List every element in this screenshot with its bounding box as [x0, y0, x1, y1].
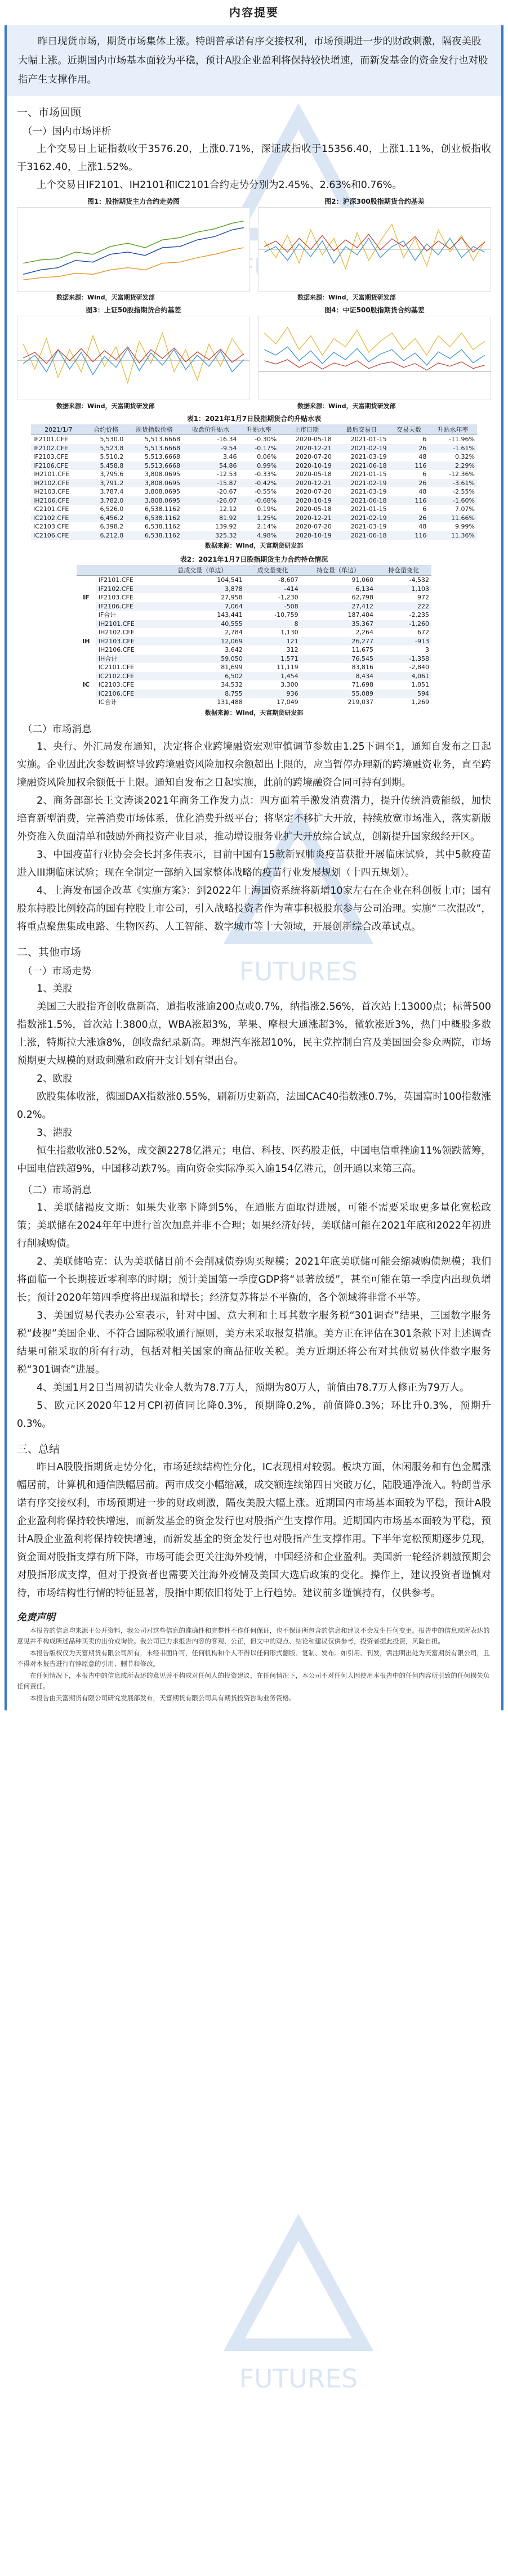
table-cell: 6,212.8: [86, 531, 126, 540]
table-row: [77, 611, 431, 620]
table-cell: 222: [376, 602, 431, 611]
table-header: 升贴水年率: [429, 424, 477, 435]
table-row: [31, 496, 477, 505]
news-item: 1、美联储褐皮文斯：如果失业率下降到5%，在通胀方面取得进展，可能不需要采取更多量化宽松政策；美联储在2024年年中进行首次加息并非不合理；如果经济好转，美联储可能在2021年底和2022年初进行削减购债。: [17, 1202, 491, 1249]
table-cell: 936: [245, 689, 301, 698]
table-cell: 8,434: [301, 672, 376, 681]
table-row: [31, 514, 477, 523]
eu-text: 欧股集体收涨，德国DAX指数涨0.55%，刷新历史新高，法国CAC40指数涨0.7%，英国富时100指数涨0.2%。: [17, 1091, 491, 1121]
table-cell: 2021-01-15: [350, 436, 387, 443]
table-cell: 2021-01-15: [350, 471, 387, 478]
table1-title: 表1：2021年1月7日股指期货合约升贴水表: [186, 415, 322, 423]
table-cell: 2.29%: [429, 462, 477, 471]
table-cell: 143,441: [217, 611, 243, 619]
table-cell: 6,538.1162: [145, 505, 180, 513]
index-close-text: 上个交易日上证指数收于3576.20，上涨0.71%，深证成指收于15356.40，上涨1.11%，创业板指收于3162.40，上涨1.52%。: [17, 144, 491, 173]
table-cell: IC2102.CFE: [96, 672, 160, 681]
disclaimer-para: 在任何情况下，本报告中的信息或所表述的意见并不构成对任何人的投资建议，在任何情况下，本公司不对任何人因使用本报告中的任何内容所引致的任何损失负任何责任。: [17, 1671, 490, 1690]
table-cell: -508: [245, 602, 301, 611]
table-cell: -0.30%: [255, 436, 277, 443]
table-cell: 0.06%: [257, 453, 277, 460]
table-cell: 672: [417, 629, 429, 636]
company-watermark-logo: [191, 2195, 405, 2409]
news-item: 4、上海发布国企改革《实施方案》：到2022年上海国资系统将新增10家左右在企业在科创板上市；国有股东持股比例较高的国有控股上市公司，引入战略投资者作为董事积极股东参与公司治理。实施“二次混改”，将重点聚焦集成电路、生物医药、人工智能、数字城市等十大领域，开展创新综合改革试点。: [17, 885, 491, 933]
section-title-summary: 三、总结: [17, 1442, 60, 1455]
table-row: [77, 576, 431, 585]
table-cell: 6,134: [301, 585, 376, 594]
table-cell: IH2103.CFE: [96, 637, 160, 646]
chart-1: [17, 196, 250, 302]
table-header: 合约价格: [86, 424, 126, 435]
table-cell: -0.68%: [239, 496, 279, 505]
chart-3: [17, 305, 250, 410]
subsection-news-2: （二）市场消息: [23, 1184, 92, 1196]
table-cell: 62,798: [351, 594, 374, 601]
table-cell: -0.55%: [255, 488, 277, 495]
table-header: [96, 565, 160, 576]
table-cell: 5,530.0: [100, 436, 124, 443]
table-cell: -4,532: [409, 576, 429, 584]
table-cell: 17,049: [277, 698, 298, 706]
table-cell: -11.96%: [449, 436, 475, 443]
table-cell: 8,755: [160, 689, 245, 698]
chart-source: 数据来源：Wind，天富期货研发部: [297, 294, 396, 301]
table-cell: -1,230: [278, 594, 298, 601]
table-cell: IH2102.CFE: [98, 629, 135, 636]
disclaimer: [7, 1602, 501, 1710]
summary-text: 昨日A股股指期货走势分化，市场延续结构性分化，IC表现相对较弱。板块方面，休闲服务和有色金属涨幅居前，计算机和通信跌幅居前。两市成交小幅缩减，成交额连续第四日突破万亿，陆股通净流入。特朗普承诺有序交接权利，市场预期进一步的财政刺激，隔夜美股大幅上涨。近期国内市场基本面较为平稳，预计A股企业盈利将保持较快增速，而新发基金的资金发行也对股指产生支撑作用。近期国内市场基本面较为平稳，预计A股企业盈利将保持较快增速，而新发基金的资金发行也对股指产生支撑作用。下半年宽松预期逐步兑现，资金面对股指支撑有所下降，市场可能会更关注海外疫情，中国经济和企业盈利。美国新一轮经济刺激预期会对股指形成支撑，但对于投资者也需要关注海外疫情及美国大选后政策的变化。操作上，建议投资者谨慎对待，市场结构性行情的特征显著，股指中期依旧将处于上行趋势。建议前多谨慎持有，仅供参考。: [17, 1461, 491, 1599]
table-cell: IH合计: [96, 655, 160, 664]
table-cell: 7,064: [160, 602, 245, 611]
news-item: 2、美联储哈克：认为美联储目前不会削减债券购买规模；2021年底美联储可能会缩减购债规模；我们将面临一个长期接近零利率的时期；预计美国第一季度GDP将“显著放缓”，甚至可能在第一季度内出现负增长；预计2020年第四季度将出现温和增长；经济复苏将是不平衡的，各个领域将非常不平等。: [17, 1256, 491, 1303]
table-cell: 0.99%: [239, 462, 279, 471]
table-cell: 6,538.1162: [126, 531, 182, 540]
table-cell: 2020-12-21: [279, 479, 334, 488]
table-header: 最后交易日: [334, 424, 389, 435]
table-cell: 1,454: [245, 672, 301, 681]
table-row: [77, 663, 431, 672]
table-cell: 116: [389, 496, 429, 505]
table-header: [77, 565, 96, 576]
table-cell: 2020-12-21: [279, 514, 334, 523]
section-title-review: 一、市场回顾: [17, 106, 82, 119]
table-row: [77, 646, 431, 655]
table-row: [31, 453, 477, 462]
table-row: [77, 593, 431, 602]
table-cell: 131,488: [217, 698, 243, 706]
table-cell: -12.36%: [449, 471, 475, 478]
table-cell: IF合计: [98, 611, 117, 619]
table-cell: 139.92: [215, 523, 237, 530]
table-cell: 3,808.0695: [145, 488, 180, 495]
main-content: [7, 104, 501, 1602]
table-cell: 2020-07-20: [296, 453, 332, 460]
disclaimer-title: 免责声明: [17, 1611, 55, 1623]
table-cell: 3,300: [280, 681, 298, 688]
table-cell: 35,367: [301, 620, 376, 629]
table-cell: 5,513.6668: [145, 436, 180, 443]
table-cell: -1,358: [376, 655, 431, 664]
table-cell: 6: [422, 471, 427, 478]
summary-box: 昨日现货市场，期货市场集体上涨。特朗普承诺有序交接权利，市场预期进一步的财政刺激，隔夜美股大幅上涨。近期国内市场基本面较为平稳，预计A股企业盈利将保持较快增速，而新发基金的资金发行也对股指产生支撑作用。: [7, 25, 501, 96]
table-row: [77, 628, 431, 637]
table-cell: 2021-02-19: [334, 479, 389, 488]
table-header: 持仓量变化: [376, 565, 431, 576]
table-cell: -0.33%: [255, 471, 277, 478]
disclaimer-para: 本报告的信息均来源于公开资料，我公司对这些信息的准确性和完整性不作任何保证，也不保证所包含的信息和建议不会发生任何变更。报告中的信息或所表达的意见并不构成所述品种买卖的出价或询价。我公司已力求报告内容的客观、公正，但文中的观点、结论和建议仅供参考，投资者据此投资，风险自担。: [17, 1626, 490, 1645]
table-row: [77, 585, 431, 594]
eu-title: 2、欧股: [37, 1073, 73, 1085]
table-cell: -2,840: [409, 664, 429, 671]
table-cell: 6,398.2: [100, 523, 124, 530]
chart-4-plot: [258, 316, 491, 400]
table-cell: 1.25%: [239, 514, 279, 523]
table-cell: 5,513.6668: [126, 444, 182, 453]
chart-title: 图1：股指期货主力合约走势图: [87, 198, 180, 205]
table-cell: 71,698: [351, 681, 374, 688]
table-cell: -10,759: [274, 611, 298, 619]
table-cell: 2020-07-20: [296, 488, 332, 495]
table-cell: 3,795.6: [100, 471, 124, 478]
table-cell: 2020-05-18: [296, 436, 332, 443]
table-cell: -26.07: [182, 496, 239, 505]
table-cell: IC合计: [98, 698, 117, 706]
table-cell: -1,260: [376, 620, 431, 629]
table-cell: 6,538.1162: [145, 523, 180, 530]
table-cell: IC2101.CFE: [98, 664, 135, 671]
table-cell: IF2103.CFE: [33, 453, 69, 460]
table2-source: 数据来源：Wind，天富期货研发部: [204, 709, 304, 716]
table-row: [31, 444, 477, 453]
news-item: 3、中国疫苗行业协会会长封多佳表示，目前中国有15款新冠肺炎疫苗获批开展临床试验，其中5款疫苗进入III期临床试验；现在全制定一部纳入国家整体战略的疫苗行业发展规划（十四五规划）。: [17, 849, 491, 879]
table-header: 收盘价升贴水: [182, 424, 239, 435]
table-cell: 2021-06-18: [334, 496, 389, 505]
table-cell: IH2101.CFE: [33, 471, 69, 478]
table-cell: 81.92: [182, 514, 239, 523]
table-cell: 4,061: [376, 672, 431, 681]
chart-title: 图2：沪深300股指期货合约基差: [324, 198, 425, 205]
table-cell: 2020-07-20: [296, 523, 332, 530]
table-cell: -1.61%: [429, 444, 477, 453]
table-cell: 2021-01-15: [350, 505, 387, 513]
table-row: [77, 620, 431, 629]
table-header: 成交量变化: [245, 565, 301, 576]
table-cell: IH2101.CFE: [96, 620, 160, 629]
table-cell: 187,404: [347, 611, 374, 619]
chart-3-plot: [17, 316, 250, 400]
table-cell: 26,277: [301, 637, 376, 646]
table-cell: -20.67: [217, 488, 237, 495]
table-cell: 7.07%: [455, 505, 475, 513]
table-cell: 1,130: [280, 629, 298, 636]
table-cell: IC2102.CFE: [31, 514, 86, 523]
table-cell: IH2102.CFE: [31, 479, 86, 488]
table-cell: -15.87: [182, 479, 239, 488]
table-cell: 5,510.2: [100, 453, 124, 460]
chart-2: [258, 196, 491, 302]
table-cell: -0.17%: [239, 444, 279, 453]
table-cell: 6,502: [160, 672, 245, 681]
table-cell: 1,103: [376, 585, 431, 594]
table-cell: IF2106.CFE: [31, 462, 86, 471]
news-item: 4、美国1月2日当周初请失业金人数为78.7万人，预期为80万人，前值由78.7万人修正为79万人。: [37, 1382, 470, 1394]
table-cell: 11,119: [277, 664, 298, 671]
table-cell: IC2103.CFE: [33, 523, 69, 530]
chart-2-plot: [258, 207, 491, 292]
table-cell: IF2102.CFE: [31, 444, 86, 453]
table-cell: 116: [389, 531, 429, 540]
table-cell: 104,541: [217, 576, 243, 584]
table-cell: -16.34: [217, 436, 237, 443]
table-cell: 1,269: [411, 698, 429, 706]
table-cell: IF2101.CFE: [33, 436, 69, 443]
table-cell: 3,878: [160, 585, 245, 594]
table-cell: 2,264: [355, 629, 374, 636]
table-cell: 2020-05-18: [296, 471, 332, 478]
table-cell: 48: [418, 523, 427, 530]
table-cell: 59,050: [160, 655, 245, 664]
table-row: [77, 689, 431, 698]
table-cell: 55,089: [301, 689, 376, 698]
table-cell: IF2103.CFE: [98, 594, 133, 601]
table-cell: IC2106.CFE: [31, 531, 86, 540]
subsection-news: （二）市场消息: [23, 723, 92, 735]
table-cell: 2020-10-19: [279, 531, 334, 540]
group-label: IH: [77, 620, 96, 664]
table-cell: 6,526.0: [100, 505, 124, 513]
table-row: [31, 479, 477, 488]
table-cell: 0.32%: [455, 453, 475, 460]
table-cell: 26: [389, 479, 429, 488]
table-row: [77, 680, 431, 689]
subsection-trend: （一）市场走势: [23, 965, 92, 977]
table-cell: 12,069: [160, 637, 245, 646]
table-cell: 312: [286, 646, 298, 653]
futures-move-text: 上个交易日IF2101、IH2101和IC2101合约走势分别为2.45%、2.63%和0.76%。: [37, 180, 402, 191]
news-item: 3、美国贸易代表办公室表示，针对中国、意大利和土耳其数字服务税“301调查”结果，三国数字服务税“歧视”美国企业、不符合国际税收通行原则，美方未采取报复措施。美方正在评估在301条款下对上述调查结果可能采取的所有行动，包括对相关国家的商品征收关税。美方近期还将公布对其他贸易伙伴数字服务税“301调查”进展。: [17, 1310, 491, 1376]
table-cell: 3.46: [223, 453, 237, 460]
us-title: 1、美股: [37, 983, 73, 994]
position-table: [77, 565, 431, 707]
table-cell: 325.32: [182, 531, 239, 540]
table-cell: 26: [389, 514, 429, 523]
table-cell: 3,808.0695: [126, 496, 182, 505]
table-cell: 2020-12-21: [279, 444, 334, 453]
table-cell: 83,816: [351, 664, 374, 671]
table-cell: 1,571: [245, 655, 301, 664]
group-label: IF: [77, 576, 96, 620]
svg-text:FUTURES: FUTURES: [239, 253, 358, 283]
table-row: [77, 602, 431, 611]
table-cell: 2021-06-18: [334, 462, 389, 471]
table-header: 交易天数: [389, 424, 429, 435]
table-row: [31, 470, 477, 479]
table-cell: IH2103.CFE: [33, 488, 69, 495]
table-cell: 6: [422, 505, 427, 513]
table-cell: IF2106.CFE: [96, 602, 160, 611]
table-cell: 1,051: [411, 681, 429, 688]
table-cell: 2020-05-18: [296, 505, 332, 513]
table-cell: 3,787.4: [100, 488, 124, 495]
section-title-other: 二、其他市场: [17, 946, 82, 958]
disclaimer-para: 本报告版权仅为天富期货有限公司所有，未经书面许可，任何机构和个人不得以任何形式翻版、复制、发布。如引用、刊发，需注明出处为天富期货有限公司，且不得对本报告进行有悖原意的引用、删节和修改。: [17, 1648, 490, 1668]
table-cell: 6,456.2: [86, 514, 126, 523]
table-header: 现货指数价格: [126, 424, 182, 435]
news-item: 2、商务部部长王文涛谈2021年商务工作发力点：四方面着手激发消费潜力，提升传统消费能级，加快培育新型消费，完善消费市场体系，优化消费升级平台；将坚定不移扩大开放，持续放宽市场准入，落实新版外资准入负面清单和鼓励外商投资产业目录，推动增设服务业扩大开放综合试点，创新提升国家级经开区。: [17, 795, 491, 843]
table-row: [31, 531, 477, 540]
table2-title: 表2：2021年1月7日股指期货主力合约持仓情况: [180, 555, 328, 563]
table-header: 持仓量（单边）: [301, 565, 376, 576]
table-cell: IC2106.CFE: [96, 689, 160, 698]
table-cell: 2,784: [225, 629, 243, 636]
table-row: [31, 505, 477, 514]
table-cell: 2021-03-19: [350, 523, 387, 530]
table-cell: 48: [418, 453, 427, 460]
table-cell: IF2102.CFE: [96, 585, 160, 594]
svg-text:FUTURES: FUTURES: [239, 2364, 358, 2394]
table-cell: 48: [418, 488, 427, 495]
hk-text: 恒生指数收涨0.52%，成交额2278亿港元；电信、科技、医药股走低，中国电信重挫逾11%领跌蓝筹，中国电信跌超9%，中国移动跌7%。南向资金实际净买入逾154亿港元，创开通以来第三高。: [17, 1145, 491, 1175]
table-cell: 3,808.0695: [145, 471, 180, 478]
doc-title: 内容提要: [229, 6, 279, 19]
table-cell: -0.42%: [239, 479, 279, 488]
table1-source: 数据来源：Wind，天富期货研发部: [204, 542, 304, 549]
table-cell: 2021-03-19: [350, 453, 387, 460]
table-cell: 2021-02-19: [334, 514, 389, 523]
table-row: [31, 435, 477, 444]
chart-grid: [17, 196, 491, 410]
table-cell: -12.53: [217, 471, 237, 478]
table-cell: -2.55%: [453, 488, 475, 495]
table-row: [77, 637, 431, 646]
table-cell: 3: [425, 646, 429, 653]
table-cell: IF2101.CFE: [98, 576, 133, 584]
table-cell: 2020-10-19: [279, 462, 334, 471]
table-cell: IC2101.CFE: [33, 505, 69, 513]
table-cell: 2021-03-19: [350, 488, 387, 495]
table-cell: 6: [422, 436, 427, 443]
table-cell: 4.98%: [239, 531, 279, 540]
basis-table: [31, 424, 477, 540]
table-cell: 972: [417, 594, 429, 601]
table-header: 总成交量（单边）: [160, 565, 245, 576]
table-cell: 3,808.0695: [126, 479, 182, 488]
hk-title: 3、港股: [37, 1127, 73, 1139]
svg-text:FUTURES: FUTURES: [239, 957, 358, 987]
table-row: [31, 487, 477, 496]
table-row: [31, 522, 477, 531]
table-cell: 2020-10-19: [279, 496, 334, 505]
chart-source: 数据来源：Wind，天富期货研发部: [297, 402, 396, 410]
table-cell: 27,958: [221, 594, 243, 601]
table-cell: -1.60%: [429, 496, 477, 505]
table-cell: 219,037: [347, 698, 374, 706]
table-cell: 26: [389, 444, 429, 453]
table-cell: 8: [245, 620, 301, 629]
us-text: 美国三大股指齐创收盘新高，道指收涨逾200点或0.7%，纳指涨2.56%，首次站上13000点；标普500指数涨1.5%，首次站上3800点，WBA涨超3%，苹果、摩根大通涨超3%，微软涨近3%，热门中概股多数上涨，特斯拉大涨逾8%，创收盘纪录新高。理想汽车涨超10%，民主党控制白宫及美国国会参众两院，市场预期更大规模的财政刺激和政府开支计划有望出台。: [17, 1001, 491, 1067]
table-cell: 2021-02-19: [334, 444, 389, 453]
table-cell: -414: [245, 585, 301, 594]
table-cell: 5,458.8: [86, 462, 126, 471]
news-item: 1、央行、外汇局发布通知，决定将企业跨境融资宏观审慎调节参数由1.25下调至1，通知自发布之日起实施。企业因此次参数调整导致跨境融资风险加权余额超出上限的，应当暂停办理新的跨境融资业务，直至跨境融资风险加权余额低于上限。通知自发布之日起实施，此前的跨境融资合同可持有到期。: [17, 741, 491, 789]
table-cell: 12.12: [219, 505, 237, 513]
table-cell: 76,545: [301, 655, 376, 664]
table-cell: 91,060: [351, 576, 374, 584]
table-header: 上市日期: [279, 424, 334, 435]
table-cell: 3,791.2: [86, 479, 126, 488]
table-header: 2021/1/7: [31, 424, 86, 435]
table-cell: -2,235: [409, 611, 429, 619]
table-row: [77, 698, 431, 707]
table-cell: IH2106.CFE: [31, 496, 86, 505]
table-cell: 40,555: [160, 620, 245, 629]
chart-source: 数据来源：Wind，天富期货研发部: [56, 402, 155, 410]
table-cell: 11.36%: [429, 531, 477, 540]
chart-title: 图4：中证500股指期货合约基差: [324, 306, 425, 314]
table-row: [77, 655, 431, 664]
table-cell: 27,412: [301, 602, 376, 611]
chart-title: 图3：上证50股指期货合约基差: [86, 306, 181, 314]
table-header: 升贴水率: [239, 424, 279, 435]
group-label: IC: [77, 663, 96, 707]
table-cell: 3,642: [225, 646, 243, 653]
table-cell: 34,532: [221, 681, 243, 688]
table-cell: -9.54: [182, 444, 239, 453]
table-cell: 5,513.6668: [126, 462, 182, 471]
table-cell: IH2106.CFE: [98, 646, 135, 653]
table-cell: -3.61%: [429, 479, 477, 488]
table-cell: 11.66%: [429, 514, 477, 523]
table-cell: 9.99%: [455, 523, 475, 530]
news-item: 5、欧元区2020年12月CPI初值同比降0.3%，预期降0.2%，前值降0.3%；环比升0.3%，预期升0.3%。: [17, 1400, 491, 1430]
table-row: [77, 672, 431, 681]
report-frame: [5, 25, 503, 1710]
chart-4: [258, 305, 491, 410]
table-cell: 116: [389, 462, 429, 471]
chart-1-plot: [17, 207, 250, 292]
table-cell: 81,699: [221, 664, 243, 671]
subsection-domestic: （一）国内市场评析: [23, 126, 112, 137]
table-cell: 54.86: [182, 462, 239, 471]
table-cell: 0.19%: [257, 505, 277, 513]
table-cell: 2021-06-18: [334, 531, 389, 540]
table-cell: -8,607: [278, 576, 298, 584]
disclaimer-para: 本报告由天富期货有限公司研究发展部发布，天富期货有限公司具有期货投资咨询业务资格。: [30, 1694, 296, 1702]
table-cell: 3,782.0: [86, 496, 126, 505]
chart-source: 数据来源：Wind，天富期货研发部: [56, 294, 155, 301]
table-cell: 11,675: [351, 646, 374, 653]
table-cell: 5,523.8: [86, 444, 126, 453]
table-cell: 6,538.1162: [126, 514, 182, 523]
table-cell: 5,513.6668: [145, 453, 180, 460]
table-cell: 2.14%: [257, 523, 277, 530]
table-cell: 121: [245, 637, 301, 646]
table-cell: -913: [376, 637, 431, 646]
table-cell: 594: [376, 689, 431, 698]
table-row: [31, 462, 477, 471]
table-cell: IC2103.CFE: [98, 681, 135, 688]
